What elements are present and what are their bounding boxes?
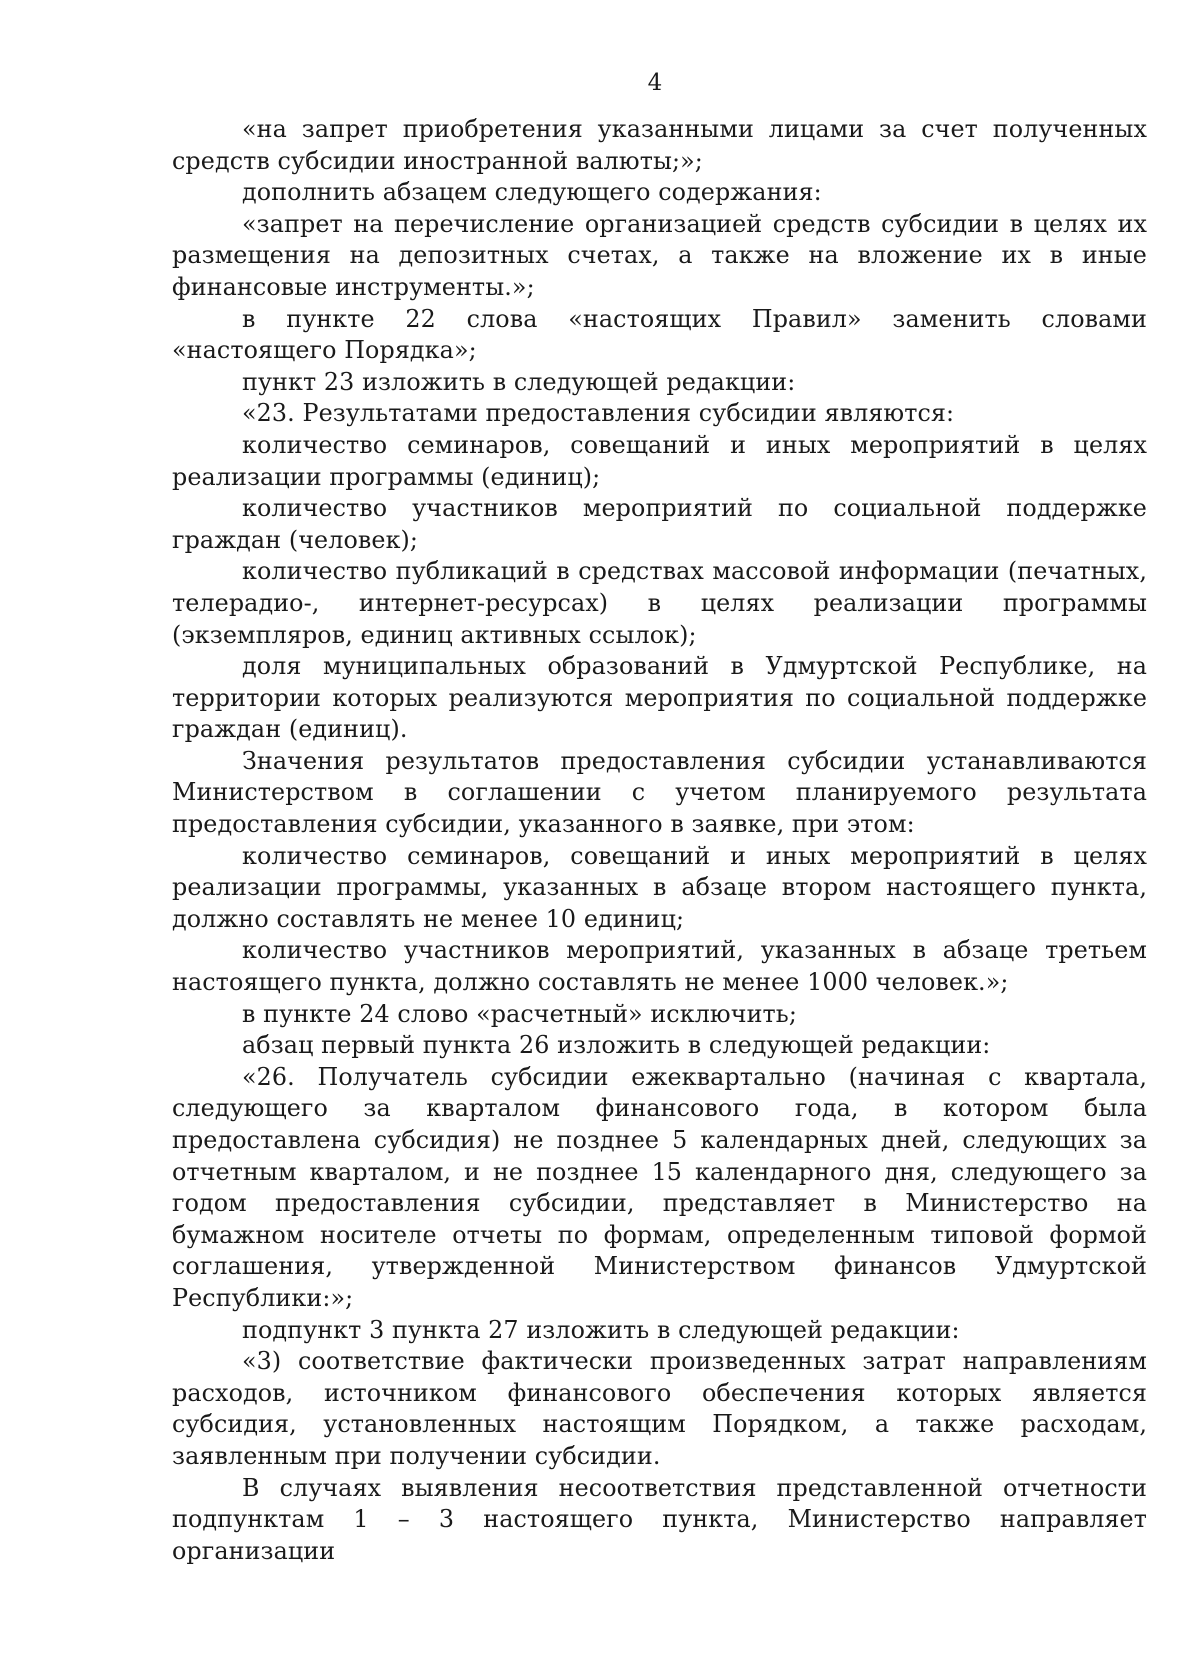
paragraph: доля муниципальных образований в Удмуртской Республике, на территории которых реализуются мероприятия по социальной поддержке граждан (единиц). — [172, 652, 1147, 744]
paragraph: «23. Результатами предоставления субсидии являются: — [242, 399, 955, 428]
paragraph: в пункте 24 слово «расчетный» исключить; — [242, 999, 797, 1028]
paragraph: количество семинаров, совещаний и иных мероприятий в целях реализации программы (единиц); — [172, 430, 1147, 491]
paragraph: количество семинаров, совещаний и иных мероприятий в целях реализации программы, указанных в абзаце втором настоящего пункта, должно составлять не менее 10 единиц; — [172, 841, 1147, 933]
paragraph: «26. Получатель субсидии ежеквартально (начиная с квартала, следующего за кварталом финансового года, в котором была предоставлена субсидия) не позднее 5 календарных дней, следующих за отчетным кварталом, и не позднее 15 календарного дня, следующего за годом предоставления субсидии, представляет в Министерство на бумажном носителе отчеты по формам, определенным типовой формой соглашения, утвержденной Министерством финансов Удмуртской Республики:»; — [172, 1062, 1147, 1312]
paragraph: количество участников мероприятий по социальной поддержке граждан (человек); — [172, 494, 1147, 554]
paragraph: «на запрет приобретения указанными лицами за счет полученных средств субсидии иностранной валюты;»; — [172, 115, 1147, 175]
paragraph: абзац первый пункта 26 изложить в следующей редакции: — [242, 1031, 991, 1060]
page-number: 4 — [647, 70, 663, 96]
paragraph: в пункте 22 слова «настоящих Правил» заменить словами «настоящего Порядка»; — [172, 304, 1147, 365]
document-body — [172, 114, 1147, 1567]
paragraph: Значения результатов предоставления субсидии устанавливаются Министерством в соглашении с учетом планируемого результата предоставления субсидии, указанного в заявке, при этом: — [172, 746, 1147, 839]
paragraph: «3) соответствие фактически произведенных затрат направлениям расходов, источником финансового обеспечения которых является субсидия, установленных настоящим Порядком, а также расходам, заявленным при получении субсидии. — [172, 1347, 1147, 1470]
paragraph: количество публикаций в средствах массовой информации (печатных, телерадио-, интернет-ресурсах) в целях реализации программы (экземпляров, единиц активных ссылок); — [172, 557, 1147, 649]
paragraph: дополнить абзацем следующего содержания: — [242, 178, 822, 207]
paragraph: пункт 23 изложить в следующей редакции: — [242, 367, 796, 396]
paragraph: количество участников мероприятий, указанных в абзаце третьем настоящего пункта, должно составлять не менее 1000 человек.»; — [172, 936, 1147, 997]
paragraph: «запрет на перечисление организацией средств субсидии в целях их размещения на депозитных счетах, а также на вложение их в иные финансовые инструменты.»; — [172, 209, 1147, 301]
paragraph: подпункт 3 пункта 27 изложить в следующей редакции: — [242, 1315, 960, 1344]
paragraph: В случаях выявления несоответствия представленной отчетности подпунктам 1 – 3 настоящего пункта, Министерство направляет организации — [172, 1473, 1147, 1565]
